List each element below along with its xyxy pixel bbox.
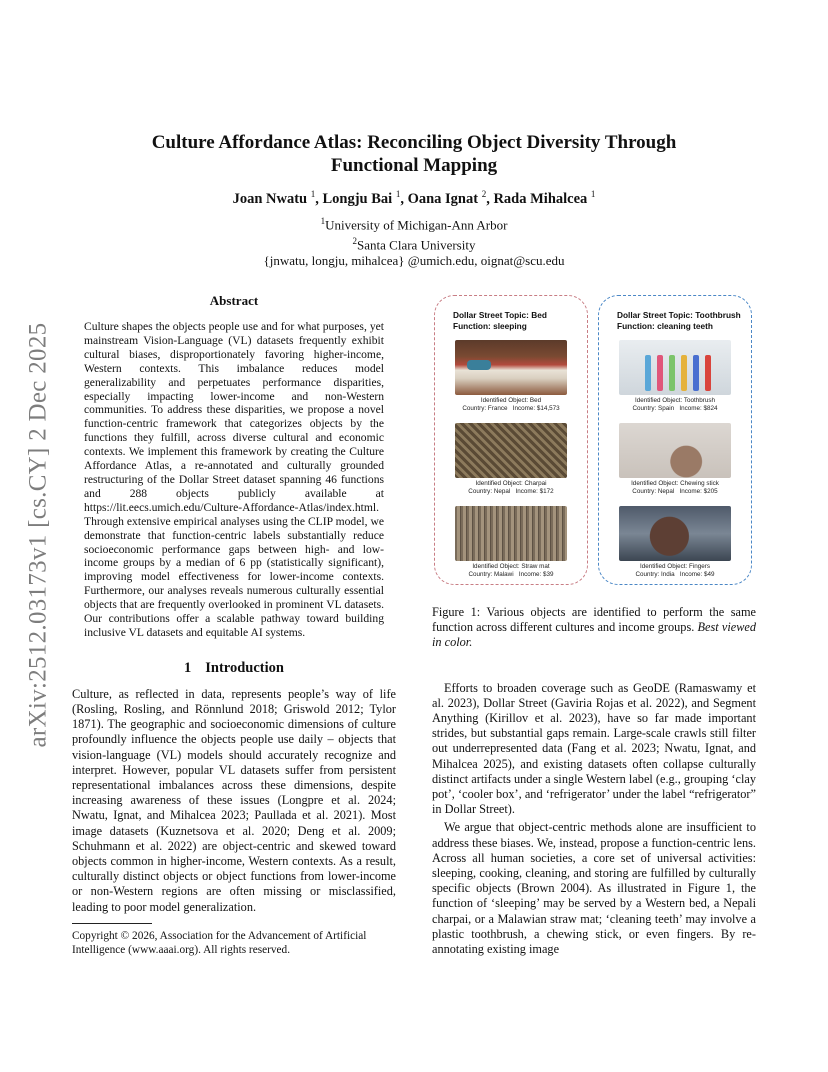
function-value: cleaning teeth	[657, 321, 713, 331]
chewing-stick-photo	[619, 423, 731, 478]
item-income: Income: $824	[679, 405, 718, 412]
item-caption	[619, 480, 731, 496]
author-affiliation-mark: 1	[590, 189, 596, 199]
abstract-text: Culture shapes the objects people use and for what purposes, yet mainstream Vision-Language (VL) datasets frequently exhibit cultural biases, disproportionately favoring higher-income, Western contexts. This imbalance reduces model generalizability and perpetuates performance disparities, especially impacting lower-income and non-Western communities. To address these disparities, we propose a novel function-centric framework that categorizes objects by the functions they fulfill, across diverse cultural and economic contexts. We implement this framework by creating the Culture Affordance Atlas, a re-annotated and culturally grounded restructuring of the Dollar Street dataset spanning 46 functions and 288 objects publicly available at https://lit.eecs.umich.edu/Culture-Affordance-Atlas/index.html. Through extensive empirical analyses using the CLIP model, we demonstrate that function-centric labels substantially reduce socioeconomic performance gaps between high- and low-income groups by a median of 6 pp (statistically significant), improving model effectiveness for lower-income contexts. Furthermore, our analyses reveals numerous culturally essential objects that are frequently overlooked in prominent VL datasets. Our contributions offer a scalable pathway toward building inclusive VL datasets and equitable AI systems.	[84, 320, 384, 639]
author-affiliation-mark: 1	[395, 189, 401, 199]
figure-item	[619, 423, 731, 496]
figure-item	[455, 506, 567, 579]
paper-title: Culture Affordance Atlas: Reconciling Object Diversity Through Functional Mapping	[151, 132, 677, 176]
affiliation-name: University of Michigan-Ann Arbor	[325, 217, 508, 233]
section-title: Introduction	[205, 659, 284, 676]
figure-item	[619, 506, 731, 579]
item-country: Country: Malawi	[468, 571, 514, 578]
affiliation-line	[120, 233, 708, 253]
fingers-photo	[619, 506, 731, 561]
section-number: 1	[184, 659, 192, 676]
item-caption	[455, 480, 567, 496]
item-country: Country: France	[462, 405, 508, 412]
body-paragraph: We argue that object-centric methods alone are insufficient to address these biases. We, instead, propose a function-centric lens. Across all human societies, a core set of universal activities: sleeping, cooking, cleaning, and storing are fulfilled by culturally specific objects (Brown 2004). As illustrated in Figure 1, the function of ‘sleeping’ may be served by a Western bed, a Nepali charpai, or a Malawian straw mat; ‘cleaning teeth’ may involve a plastic toothbrush, a chewing stick, or even fingers. By re-annotating existing image	[432, 820, 756, 957]
straw-mat-photo	[455, 506, 567, 561]
figure-item	[619, 340, 731, 413]
item-country: Country: Nepal	[468, 488, 511, 495]
item-income: Income: $172	[515, 488, 554, 495]
item-object: Identified Object: Chewing stick	[631, 480, 719, 487]
left-column	[72, 293, 396, 957]
bed-photo	[455, 340, 567, 395]
title-block	[120, 131, 708, 269]
item-object: Identified Object: Straw mat	[472, 563, 550, 570]
function-label: Function:	[453, 321, 491, 331]
right-column	[432, 293, 756, 957]
toothbrush-photo	[619, 340, 731, 395]
body-paragraph: Efforts to broaden coverage such as GeoDE (Ramaswamy et al. 2023), Dollar Street (Gaviria Rojas et al. 2022), and Segment Anything (Kirillov et al. 2023), have so far made important strides, but substantial gaps remain. Large-scale crawls still filter out underrepresented data (Fang et al. 2023; Nwatu, Ignat, and Mihalcea 2025), and existing datasets often collapse culturally distinct artifacts under a single Western label (e.g., grouping ‘clay pot’, ‘cooler box’, and ‘refrigerator’ under the label “refrigerator” in Dollar Street).	[432, 680, 756, 817]
item-caption	[455, 563, 567, 579]
item-country: Country: Spain	[632, 405, 675, 412]
figure-caption	[432, 605, 756, 651]
author-affiliation-mark: 2	[481, 189, 487, 199]
footnote-divider	[72, 923, 152, 924]
arxiv-stamp	[20, 300, 56, 770]
figure-caption-text: Various objects are identified to perform the same function across different cultures and income groups.	[432, 605, 757, 635]
author-name: Rada Mihalcea	[493, 190, 588, 207]
intro-paragraph: Culture, as reflected in data, represents people’s way of life (Rosling, Rosling, and Rönnlund 2018; Griswold 2012; Tylor 1871). The geographic and socioeconomic dimensions of culture profoundly influence the objects people use daily – objects that vision-language (VL) models should accurately recognize and interpret. However, popular VL datasets suffer from persistent representational imbalances across these dimensions, despite increasing awareness of these issues (Longpre et al. 2024; Nwatu, Ignat, and Mihalcea 2023; Paullada et al. 2021). Most image datasets (Kuznetsova et al. 2020; Deng et al. 2009; Schuhmann et al. 2022) are object-centric and skewed toward objects common in higher-income, Western contexts. As a result, culturally distinct objects or object functions from lower-income or non-Western regions are often missing or misclassified, leading to poor model generalization.	[72, 686, 396, 914]
figure-label: Figure 1:	[432, 605, 481, 619]
figure-item	[455, 423, 567, 496]
affiliation-number: 2	[352, 236, 358, 247]
item-income: Income: $49	[679, 571, 715, 578]
item-income: Income: $205	[679, 488, 718, 495]
author-name: Oana Ignat	[407, 190, 479, 207]
item-country: Country: Nepal	[632, 488, 675, 495]
charpai-photo	[455, 423, 567, 478]
topic-label: Dollar Street Topic:	[617, 310, 693, 320]
author-name: Joan Nwatu	[232, 190, 308, 207]
author-list: Joan Nwatu $^1$, Longju Bai $^1$, Oana Ignat $^2$, Rada Mihalcea $^1$	[232, 189, 596, 207]
item-country: Country: India	[635, 571, 675, 578]
item-income: Income: $14,573	[512, 405, 560, 412]
item-object: Identified Object: Bed	[480, 397, 542, 404]
affiliations	[120, 213, 708, 270]
section-heading-introduction	[72, 660, 396, 677]
right-column-text	[432, 681, 756, 958]
topic-value: Bed	[531, 310, 547, 320]
figure-panel-bed	[434, 295, 588, 585]
item-caption	[619, 397, 731, 413]
topic-value: Toothbrush	[695, 310, 741, 320]
affiliation-name: Santa Clara University	[357, 237, 476, 253]
author-affiliation-mark: 1	[310, 189, 316, 199]
affiliation-line	[120, 213, 708, 233]
function-value: sleeping	[493, 321, 527, 331]
item-caption	[619, 563, 731, 579]
affiliation-number: 1	[320, 215, 326, 226]
figure-1	[432, 293, 756, 593]
author-emails: {jnwatu, longju, mihalcea} @umich.edu, oignat@scu.edu	[263, 253, 565, 269]
item-caption	[455, 397, 567, 413]
item-income: Income: $39	[518, 571, 554, 578]
author-name: Longju Bai	[322, 190, 393, 207]
item-object: Identified Object: Charpai	[475, 480, 547, 487]
panel-header	[453, 310, 547, 332]
figure-caption-emphasis: Best viewed in color.	[432, 620, 757, 650]
item-object: Identified Object: Fingers	[639, 563, 710, 570]
figure-panel-toothbrush	[598, 295, 752, 585]
arxiv-stamp-text: arXiv:2512.03173v1 [cs.CY] 2 Dec 2025	[24, 322, 52, 748]
function-label: Function:	[617, 321, 655, 331]
topic-label: Dollar Street Topic:	[453, 310, 529, 320]
copyright-notice: Copyright © 2026, Association for the Advancement of Artificial Intelligence (www.aaai.org). All rights reserved.	[72, 929, 367, 956]
item-object: Identified Object: Toothbrush	[634, 397, 716, 404]
figure-item	[455, 340, 567, 413]
abstract-heading: Abstract	[209, 293, 259, 308]
panel-header	[617, 310, 741, 332]
